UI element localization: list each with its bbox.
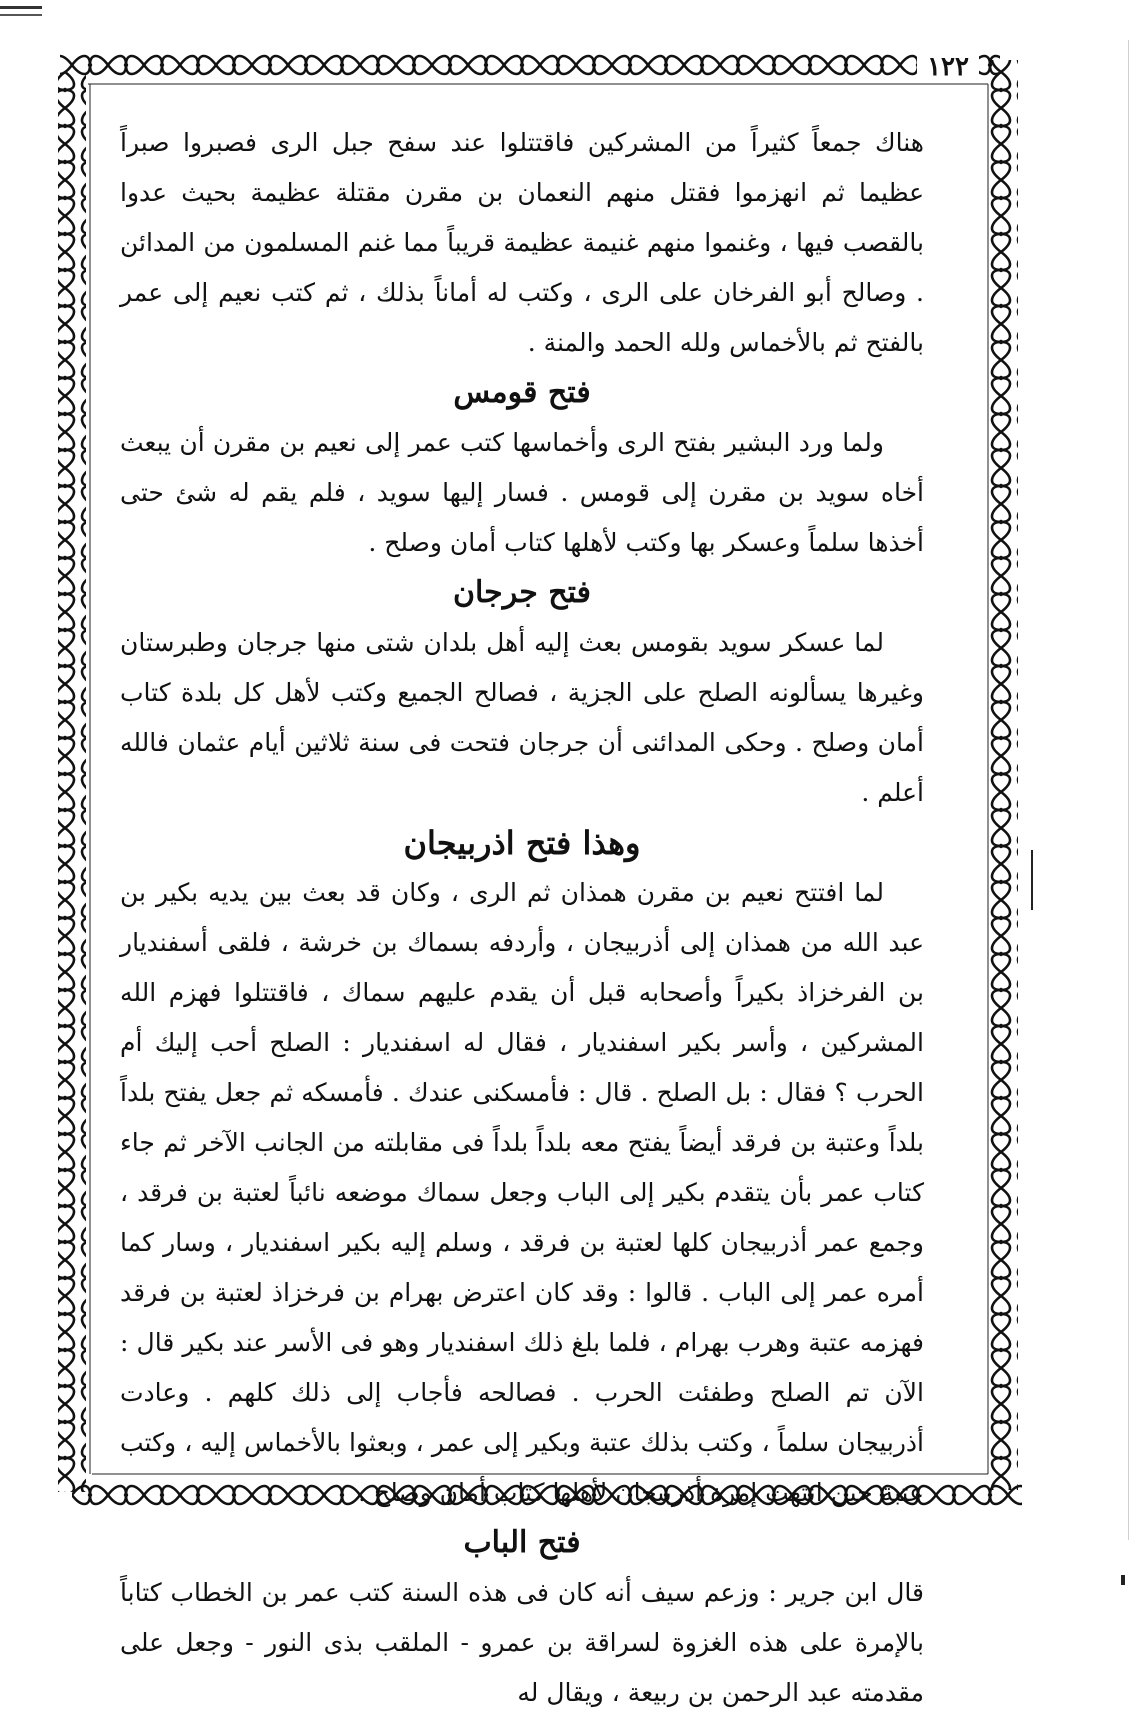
heading-fath-jurjan: فتح جرجان [452,575,592,610]
heading-fath-al-bab: فتح الباب [463,1525,581,1560]
heading-fath-adharbayjan: وهذا فتح اذربيجان [403,824,641,862]
heading-fath-qumis: فتح قومس [453,375,591,410]
paragraph-1: هناك جمعاً كثيراً من المشركين فاقتتلوا عند سفح جبل الرى فصبروا صبراً عظيما ثم انهزموا فقتل منهم النعمان بن مقرن مقتلة عظيمة بحيث عدوا بالقصب فيها ، وغنموا منهم غنيمة عظيمة قريباً مما غنم المسلمون من المدائن . وصالح أبو الفرخان على الرى ، وكتب له أماناً بذلك ، ثم كتب نعيم إلى عمر بالفتح ثم بالأخماس ولله الحمد والمنة . [120,128,924,357]
page-body [120,118,924,1707]
paragraph-3: لما عسكر سويد بقومس بعث إليه أهل بلدان شتى منها جرجان وطبرستان وغيرها يسألونه الصلح على الجزية ، فصالح الجميع وكتب لأهل كل بلدة كتاب أمان وصلح . وحكى المدائنى أن جرجان فتحت فى سنة ثلاثين أيام عثمان فالله أعلم . [120,628,924,807]
page-number: ١٢٢ [917,52,979,82]
paragraph-2: ولما ورد البشير بفتح الرى وأخماسها كتب عمر إلى نعيم بن مقرن أن يبعث أخاه سويد بن مقرن إلى قومس . فسار إليها سويد ، فلم يقم له شئ حتى أخذها سلماً وعسكر بها وكتب لأهلها كتاب أمان وصلح . [120,428,924,557]
paragraph-5: قال ابن جرير : وزعم سيف أنه كان فى هذه السنة كتب عمر بن الخطاب كتاباً بالإمرة على هذه الغزوة لسراقة بن عمرو - الملقب بذى النور - وجعل على مقدمته عبد الرحمن بن ربيعة ، ويقال له [120,1578,924,1707]
paragraph-4: لما افتتح نعيم بن مقرن همذان ثم الرى ، وكان قد بعث بين يديه بكير بن عبد الله من همذان إلى أذربيجان ، وأردفه بسماك بن خرشة ، فلقى أسفنديار بن الفرخزاذ بكيراً وأصحابه قبل أن يقدم عليهم سماك ، فاقتتلوا فهزم الله المشركين ، وأسر بكير اسفنديار ، فقال له اسفنديار : الصلح أحب إليك أم الحرب ؟ فقال : بل الصلح . قال : فأمسكنى عندك . فأمسكه ثم جعل يفتح بلداً بلداً وعتبة بن فرقد أيضاً يفتح معه بلداً بلداً فى مقابلته من الجانب الآخر ثم جاء كتاب عمر بأن يتقدم بكير إلى الباب وجعل سماك موضعه نائباً لعتبة بن فرقد ، وجمع عمر أذربيجان كلها لعتبة بن فرقد ، وسلم إليه بكير اسفنديار ، وسار كما أمره عمر إلى الباب . قالوا : وقد كان اعترض بهرام بن فرخزاذ لعتبة بن فرقد فهزمه عتبة وهرب بهرام ، فلما بلغ ذلك اسفنديار وهو فى الأسر عند بكير قال : الآن تم الصلح وطفئت الحرب . فصالحه فأجاب إلى ذلك كلهم . وعادت أذربيجان سلماً ، وكتب بذلك عتبة وبكير إلى عمر ، وبعثوا بالأخماس إليه ، وكتب عتبة حين انتهت إمرة أذربيجان لأهلها كتاب أمان وصلح . [120,878,924,1507]
